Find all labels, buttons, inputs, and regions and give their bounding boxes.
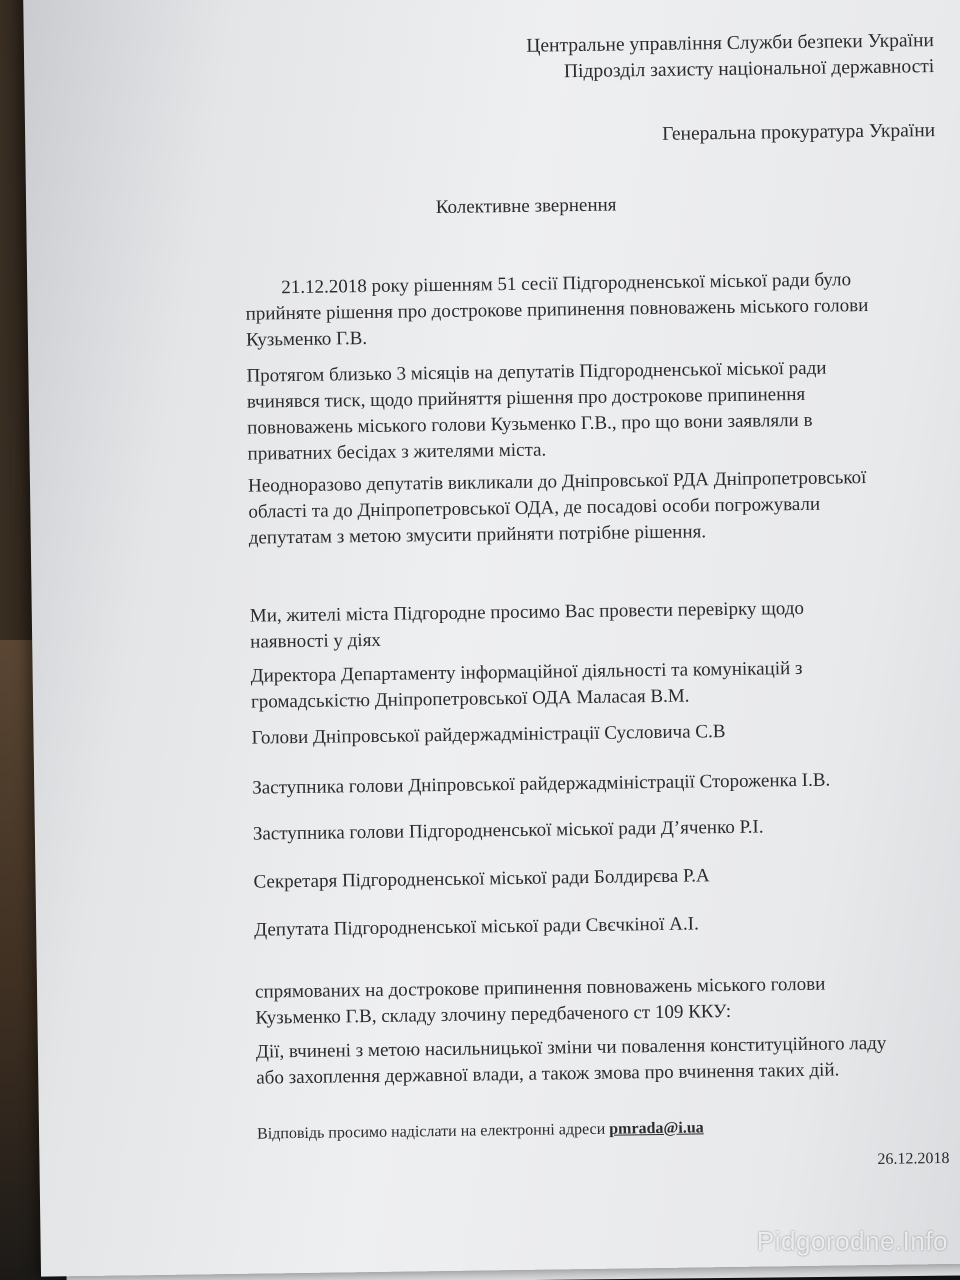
paper-sheet: [23, 0, 960, 1277]
person-item-svechkina: Депутата Підгородненської міської ради Свєчкіної А.І.: [254, 913, 699, 941]
document-body: [23, 0, 960, 1267]
person-item-storozhenko: Заступника голови Дніпровської райдержадміністрації Стороженка І.В.: [252, 769, 831, 799]
watermark: Pidgorodne.Info: [756, 1226, 948, 1256]
person-item-malasai: Директора Департаменту інформаційної діяльності та комунікацій з громадськістю Дніпропетровської ОДА Маласая В.М.: [250, 657, 803, 713]
paragraph-article-109: Дії, вчинені з метою насильницької зміни чи повалення конституційного ладу або захоплення державної влади, а також змова про вчинення таких дій.: [255, 1032, 887, 1089]
reply-request: [257, 1115, 704, 1147]
paragraph-pressure: Протягом близько 3 місяців на депутатів Підгородненської міської ради вчинявся тиск, щодо прийняття рішення про дострокове припинення повноважень міського голови Кузьменко Г.В., про що вони заявляли в приватних бесідах з жителями міста.: [246, 357, 827, 465]
reply-email: pmrada@i.ua: [609, 1119, 704, 1138]
document-date: 26.12.2018: [877, 1149, 950, 1168]
paragraph-request: Ми, жителі міста Підгородне просимо Вас провести перевірку щодо наявності у діях: [249, 597, 805, 653]
recipient-sbu-line1: Центральне управління Служби безпеки України: [526, 30, 935, 57]
person-item-boldyriev: Секретаря Підгородненської міської ради Болдирєва Р.А: [253, 865, 710, 893]
reply-text: Відповідь просимо надіслати на електронні адреси: [256, 1120, 610, 1143]
recipient-sbu: [526, 28, 934, 86]
paragraph-summons: Неодноразово депутатів викликали до Дніпровської РДА Дніпропетровської області та до Дніпропетровської ОДА, де посадові особи погрожували депутатам з метою змусити прийняти потрібне рішення.: [247, 467, 867, 549]
document-title: Колективне звернення: [435, 194, 617, 219]
recipient-sbu-line2: Підрозділ захисту національної державності: [563, 56, 935, 83]
paragraph-decision: 21.12.2018 року рішенням 51 сесії Підгородненської міської ради було прийняте рішення про дострокове припинення повноважень міського голови Кузьменко Г.В.: [245, 269, 869, 351]
person-item-diachenko: Заступника голови Підгородненської міської ради Д’яченко Р.І.: [252, 816, 764, 845]
recipient-prosecutor: Генеральна прокуратура України: [661, 120, 936, 145]
paragraph-crime: спрямованих на дострокове припинення повноважень міського голови Кузьменко Г.В, складу злочину передбаченого ст 109 ККУ:: [254, 973, 826, 1029]
person-item-suslovych: Голови Дніпровської райдержадміністрації Сусловича С.В: [251, 721, 726, 749]
